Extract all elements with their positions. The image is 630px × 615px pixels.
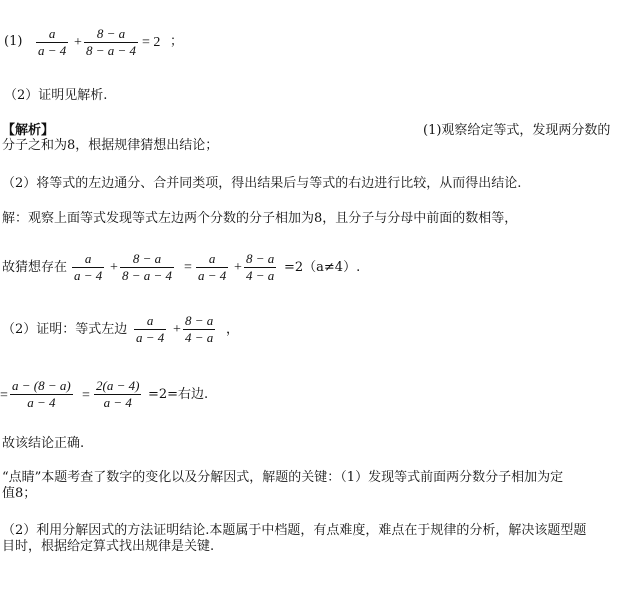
plus-sign: + <box>74 35 82 50</box>
fraction-denominator: a − 4 <box>136 330 165 345</box>
analysis-right-text: (1)观察给定等式，发现两分数的 <box>423 123 611 138</box>
fraction-denominator: a − 4 <box>38 43 67 58</box>
part1-equals: = 2 <box>142 35 161 50</box>
fraction-numerator: a − (8 − a) <box>12 378 71 393</box>
analysis-line-3: （2）将等式的左边通分、合并同类项，得出结果后与等式的右边进行比较，从而得出结论. <box>2 176 522 191</box>
proof-suffix: ， <box>226 322 240 337</box>
analysis-line-2: 分子之和为8，根据规律猜想出结论； <box>2 138 219 153</box>
proof-fraction-1 <box>134 313 166 346</box>
part2-text: （2）证明见解析. <box>4 88 108 103</box>
conclusion: 故该结论正确. <box>2 436 85 451</box>
fraction-numerator: 8 − a <box>84 26 138 43</box>
comment-line-1: “点睛”本题考查了数字的变化以及分解因式，解题的关键：（1）发现等式前面两分数分子相加为定 <box>2 470 564 485</box>
guess-fraction-4 <box>244 251 276 284</box>
expand-suffix: =2=右边. <box>148 387 209 402</box>
fraction-numerator: a <box>36 26 68 43</box>
part1-fraction-2 <box>84 26 138 59</box>
fraction-numerator: 8 − a <box>185 313 214 328</box>
fraction-denominator: a − 4 <box>74 268 103 283</box>
fraction-denominator: 8 − a − 4 <box>122 268 173 283</box>
part1-fraction-1 <box>36 26 68 59</box>
equals-sign: = <box>82 388 90 403</box>
fraction-denominator: a − 4 <box>103 395 132 410</box>
comment-line-4: 目时，根据给定算式找出规律是关键. <box>2 539 215 554</box>
fraction-denominator: 4 − a <box>185 330 214 345</box>
expand-fraction-2 <box>94 378 141 411</box>
plus-sign: + <box>234 260 242 275</box>
guess-fraction-1 <box>72 251 104 284</box>
fraction-denominator: 8 − a − 4 <box>86 43 137 58</box>
fraction-denominator: a − 4 <box>198 268 227 283</box>
fraction-numerator: a <box>196 251 228 268</box>
plus-sign: + <box>110 260 118 275</box>
guess-prefix: 故猜想存在 <box>2 260 68 275</box>
guess-fraction-3 <box>196 251 228 284</box>
equals-sign: = <box>184 260 192 275</box>
part1-tail: ； <box>170 34 184 49</box>
fraction-denominator: a − 4 <box>27 395 56 410</box>
fraction-numerator: 8 − a <box>246 251 275 266</box>
proof-fraction-2 <box>183 313 215 346</box>
fraction-numerator: 8 − a <box>120 251 174 268</box>
plus-sign: + <box>173 322 181 337</box>
comment-line-3: （2）利用分解因式的方法证明结论.本题属于中档题，有点难度，难点在于规律的分析，解决该题型题 <box>2 523 587 538</box>
part1-label: (1) <box>4 34 23 49</box>
proof-prefix: （2）证明：等式左边 <box>2 322 128 337</box>
guess-suffix: =2（a≠4）. <box>284 260 361 275</box>
fraction-numerator: 2(a − 4) <box>96 378 140 393</box>
analysis-heading: 【解析】 <box>2 123 55 138</box>
fraction-numerator: a <box>134 313 166 330</box>
fraction-denominator: 4 − a <box>246 268 275 283</box>
solution-line-1: 解：观察上面等式发现等式左边两个分数的分子相加为8，且分子与分母中前面的数相等， <box>2 211 518 226</box>
fraction-numerator: a <box>72 251 104 268</box>
guess-fraction-2 <box>120 251 174 284</box>
comment-line-2: 值8； <box>2 486 37 501</box>
expand-fraction-1 <box>10 378 73 411</box>
equals-sign: = <box>0 388 8 403</box>
